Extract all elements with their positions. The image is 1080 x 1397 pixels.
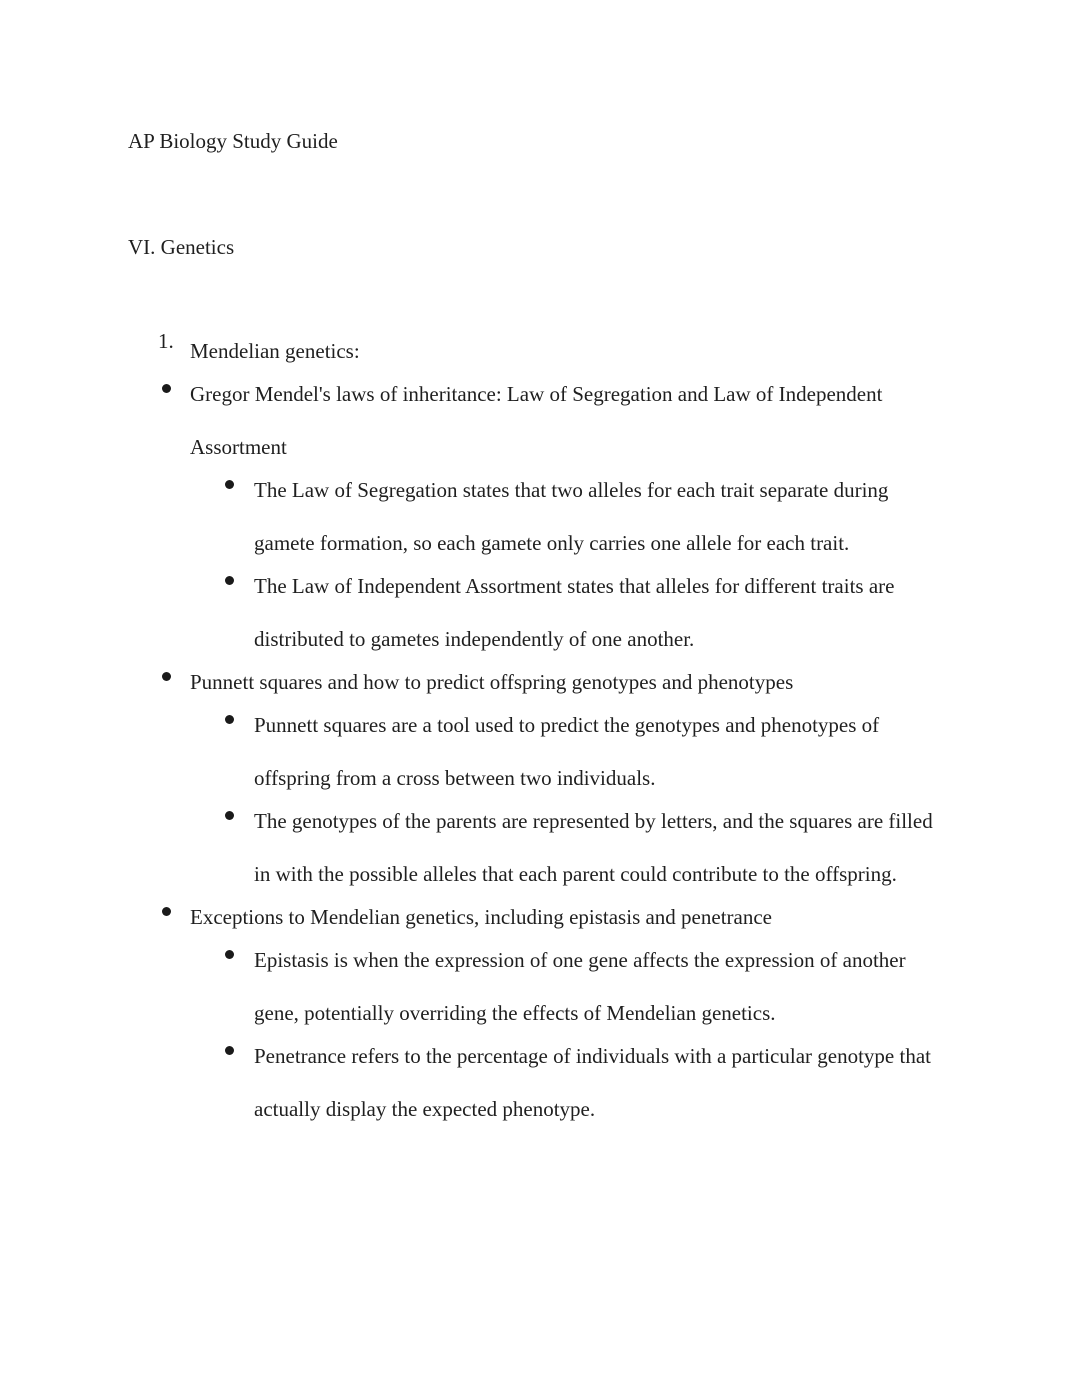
bullet-icon <box>225 576 234 585</box>
subpoint-item <box>0 699 1080 805</box>
subpoint-item <box>0 1030 1080 1136</box>
subpoint-text: Punnett squares are a tool used to predict the genotypes and phenotypes of offspring from a cross between two individuals. <box>254 713 880 790</box>
topic-text: Punnett squares and how to predict offspring genotypes and phenotypes <box>190 670 794 694</box>
subpoint-text: The Law of Segregation states that two alleles for each trait separate during gamete formation, so each gamete only carries one allele for each trait. <box>254 478 889 555</box>
section-heading: VI. Genetics <box>128 235 235 259</box>
subpoint-text: Epistasis is when the expression of one gene affects the expression of another gene, potentially overriding the effects of Mendelian genetics. <box>254 948 906 1025</box>
subpoint-text: The Law of Independent Assortment states that alleles for different traits are distributed to gametes independently of one another. <box>254 574 895 651</box>
subpoint-item <box>0 464 1080 570</box>
subpoint-item <box>0 934 1080 1040</box>
bullet-icon <box>225 1046 234 1055</box>
subpoint-item <box>0 560 1080 666</box>
bullet-icon <box>225 715 234 724</box>
subpoint-text: The genotypes of the parents are represented by letters, and the squares are filled in with the possible alleles that each parent could contribute to the offspring. <box>254 809 933 886</box>
topic-text: Gregor Mendel's laws of inheritance: Law of Segregation and Law of Independent Assortment <box>190 382 883 459</box>
bullet-icon <box>162 907 171 916</box>
bullet-icon <box>162 384 171 393</box>
topic-text: Exceptions to Mendelian genetics, including epistasis and penetrance <box>190 905 772 929</box>
bullet-icon <box>162 672 171 681</box>
subpoint-text: Penetrance refers to the percentage of individuals with a particular genotype that actually display the expected phenotype. <box>254 1044 931 1121</box>
subpoint-item <box>0 795 1080 901</box>
numbered-item-text: Mendelian genetics: <box>190 339 360 363</box>
document-title: AP Biology Study Guide <box>128 129 338 153</box>
bullet-icon <box>225 480 234 489</box>
bullet-icon <box>225 950 234 959</box>
document-body <box>0 329 1080 1136</box>
topic-item <box>0 368 1080 474</box>
list-number: 1. <box>158 329 174 353</box>
bullet-icon <box>225 811 234 820</box>
